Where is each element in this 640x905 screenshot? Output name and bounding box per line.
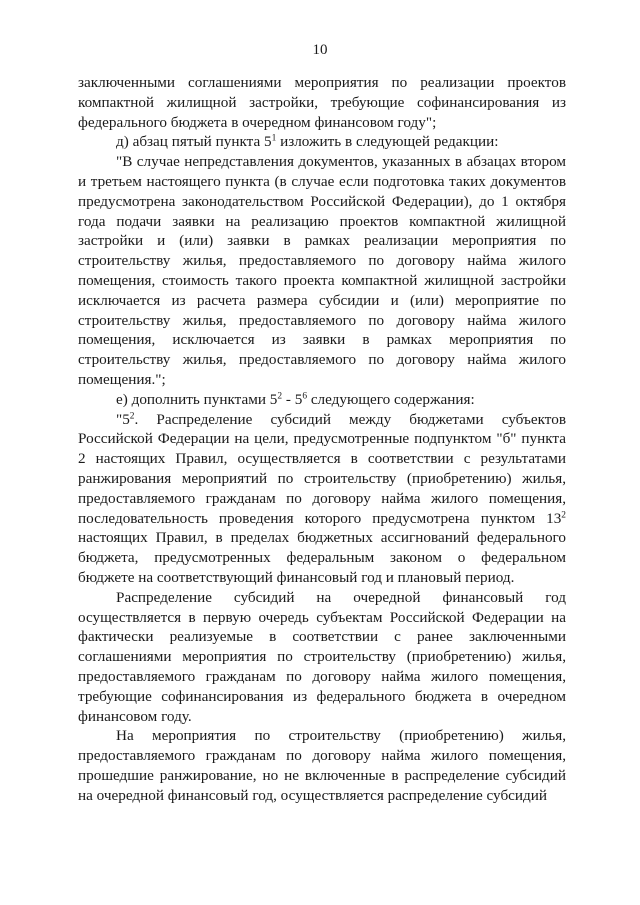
superscript: 1: [271, 133, 277, 144]
superscript: 2: [561, 509, 566, 520]
page-number: 10: [312, 42, 328, 58]
superscript: 6: [302, 391, 308, 402]
paragraph-text: "5: [116, 410, 130, 428]
paragraph: [78, 152, 566, 390]
paragraph: [78, 410, 566, 588]
superscript: 2: [277, 391, 283, 402]
paragraph-text: е) дополнить пунктами 5: [116, 390, 278, 408]
superscript: 2: [129, 410, 135, 421]
paragraph-text: изложить в следующей редакции:: [276, 133, 499, 151]
paragraph-text: Распределение субсидий на очередной финансовый год осуществляется в первую очередь субъектам Российской Федерации на фактически реализуемые в соответствии с ранее заключенными соглашениями мероприятия по строительству (приобретению) жилья, предоставляемого гражданам по договору найма жилого помещения, требующие софинансирования из федерального бюджета в очередном финансовом году.: [78, 588, 566, 725]
paragraph-text: . Распределение субсидий между бюджетами субъектов Российской Федерации на цели, предусмотренные подпунктом "б" пункта 2 настоящих Правил, осуществляется в соответствии с результатами ранжирования мероприятий по строительству (приобретению) жилья, предоставляемого гражданам по договору найма жилого помещения, последовательность проведения которого предусмотрена пунктом 13: [78, 410, 566, 527]
paragraph-text: д) абзац пятый пункта 5: [116, 133, 272, 151]
paragraph-text: На мероприятия по строительству (приобретению) жилья, предоставляемого гражданам по договору найма жилого помещения, прошедшие ранжирование, но не включенные в распределение субсидий на очередной финансовый год, осуществляется распределение субсидий: [78, 727, 566, 804]
document-body: [78, 73, 566, 805]
paragraph-text: "В случае непредставления документов, указанных в абзацах втором и третьем настоящего пункта (в случае если подготовка таких документов предусмотрена законодательством Российской Федерации), до 1 октября года подачи заявки на реализацию проектов компактной жилищной застройки и (или) заявки в рамках реализации мероприятия по строительству жилья, предоставляемого по договору найма жилого помещения, стоимость такого проекта компактной жилищной застройки исключается из расчета размера субсидии и (или) мероприятие по строительству жилья, предоставляемого по договору найма жилого помещения, исключается из заявки в рамках мероприятия по строительству жилья, предоставляемого по договору найма жилого помещения.";: [78, 153, 566, 388]
paragraph-text: - 5: [282, 390, 303, 408]
paragraph: [78, 73, 566, 132]
paragraph-text: заключенными соглашениями мероприятия по реализации проектов компактной жилищной застройки, требующие софинансирования из федерального бюджета в очередном финансовом году";: [78, 74, 566, 131]
paragraph-text: настоящих Правил, в пределах бюджетных ассигнований федерального бюджета, предусмотренных федеральным законом о федеральном бюджете на соответствующий финансовый год и плановый период.: [78, 529, 566, 586]
paragraph: [78, 390, 566, 410]
paragraph-text: следующего содержания:: [307, 390, 475, 408]
paragraph: [78, 726, 566, 805]
paragraph: [78, 588, 566, 727]
paragraph: [78, 132, 566, 152]
